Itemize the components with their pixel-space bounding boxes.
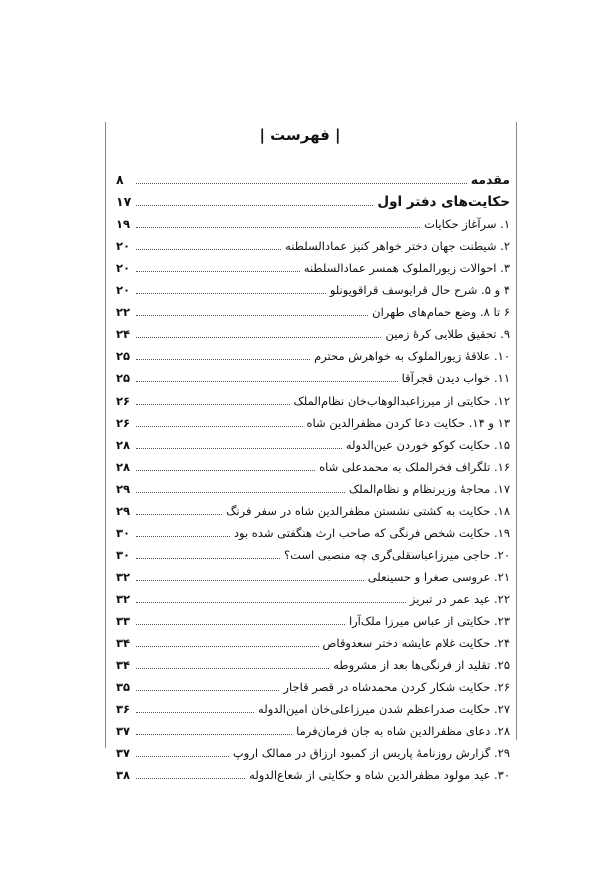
- toc-entry-title: ۳۰. عید مولود مظفرالدین شاه و حکایتی از شعاع‌الدوله: [249, 768, 510, 783]
- toc-entry: [116, 300, 510, 320]
- toc-entry-title: ۱۵. حکایت کوکو خوردن عین‌الدوله: [345, 437, 510, 452]
- dot-leader: [136, 755, 229, 757]
- dot-leader: [136, 667, 329, 669]
- toc-entry-title: ۱۲. حکایتی از میرزاعبدالوهاب‌خان نظام‌الملک: [293, 393, 510, 408]
- toc-entry: [116, 675, 510, 695]
- dot-leader: [136, 270, 300, 272]
- toc-entry: [116, 168, 510, 188]
- toc-entry-page: ۲۸: [116, 459, 131, 474]
- toc-entry-page: ۱۷: [116, 194, 132, 210]
- toc-entry: [116, 234, 510, 254]
- toc-entry-page: ۳۵: [116, 680, 131, 695]
- dot-leader: [136, 248, 281, 250]
- toc-entry-page: ۳۶: [116, 702, 131, 717]
- toc-entry-title: ۲۷. حکایت صدراعظم شدن میرزاعلی‌خان امین‌الدوله: [258, 702, 510, 717]
- toc-entry: [116, 763, 510, 783]
- toc-entry-page: ۳۷: [116, 724, 131, 739]
- toc-entry-title: ۱۳ و ۱۴. حکایت دعا کردن مظفرالدین شاه: [306, 415, 510, 430]
- dot-leader: [136, 469, 315, 471]
- toc-entry-title: ۲۵. تقلید از فرنگی‌ها بعد از مشروطه: [333, 658, 510, 673]
- toc-entry-page: ۳۸: [116, 768, 131, 783]
- toc-entry-title: ۲۸. دعای مظفرالدین شاه به جان فرمان‌فرما: [296, 724, 510, 739]
- dot-leader: [136, 314, 368, 316]
- toc-entry: [116, 190, 510, 210]
- toc-entry-page: ۲۰: [116, 283, 131, 298]
- toc-entry-page: ۱۹: [116, 217, 131, 232]
- toc-entry-title: ۱۸. حکایت به کشتی نشستن مظفرالدین شاه در سفر فرنگ: [226, 503, 510, 518]
- toc-entry-title: ۲۲. عید عمر در تبریز: [409, 591, 510, 606]
- toc-entry: [116, 741, 510, 761]
- toc-entry-page: ۳۷: [116, 746, 131, 761]
- toc-entry-page: ۲۶: [116, 415, 131, 430]
- dot-leader: [136, 623, 345, 625]
- right-rule: [516, 122, 517, 740]
- toc-entry-title: ۲۱. عروسی صغرا و حسینعلی: [367, 569, 510, 584]
- dot-leader: [136, 425, 303, 427]
- toc-entry-page: ۳۴: [116, 658, 131, 673]
- dot-leader: [136, 777, 245, 779]
- toc-entry: [116, 653, 510, 673]
- toc-entry-page: ۲۵: [116, 371, 131, 386]
- toc-entry-page: ۲۰: [116, 261, 131, 276]
- dot-leader: [136, 226, 420, 228]
- toc-entry-page: ۸: [116, 172, 124, 187]
- toc-entry-page: ۳۲: [116, 569, 131, 584]
- toc-entry: [116, 565, 510, 585]
- toc-entry-page: ۲۴: [116, 327, 131, 342]
- dot-leader: [136, 645, 319, 647]
- toc-entry-page: ۲۲: [116, 305, 131, 320]
- toc-entry: [116, 389, 510, 409]
- toc-entry: [116, 322, 510, 342]
- toc-entry-title: ۱۶. تلگراف فخرالملک به محمدعلی شاه: [319, 459, 510, 474]
- toc-entry-title: حکایت‌های دفتر اول: [377, 194, 510, 211]
- dot-leader: [136, 204, 373, 206]
- toc-entry-title: ۲۹. گزارش روزنامهٔ پاریس از کمبود ارزاق در ممالک اروپ: [232, 746, 510, 761]
- toc-entry-title: ۳. احوالات زیورالملوک همسر عمادالسلطنه: [303, 261, 510, 276]
- dot-leader: [136, 403, 290, 405]
- toc-entry-title: مقدمه: [470, 172, 510, 187]
- toc-entry: [116, 719, 510, 739]
- toc-entry: [116, 697, 510, 717]
- toc-entry-page: ۳۴: [116, 636, 131, 651]
- toc-entry: [116, 278, 510, 298]
- dot-leader: [136, 380, 398, 382]
- dot-leader: [136, 513, 222, 515]
- toc-entry: [116, 411, 510, 431]
- toc-entry-title: ۲. شیطنت جهان دختر خواهر کنیز عمادالسلطنه: [285, 239, 510, 254]
- toc-entry-title: ۱. سرآغاز حکایات: [424, 217, 510, 232]
- toc-entry: [116, 477, 510, 497]
- toc-entry-title: ۶ تا ۸. وضع حمام‌های طهران: [372, 305, 510, 320]
- toc-entry: [116, 344, 510, 364]
- dot-leader: [136, 491, 345, 493]
- toc-entry-title: ۱۰. علاقهٔ زیورالملوک به خواهرش محترم: [314, 349, 510, 364]
- toc-entry-title: ۲۴. حکایت غلام عایشه دختر سعدوقاص: [322, 636, 510, 651]
- toc-entry: [116, 366, 510, 386]
- dot-leader: [136, 535, 230, 537]
- toc-entry-title: ۱۷. محاجهٔ وزیرنظام و نظام‌الملک: [348, 481, 510, 496]
- toc-entry-title: ۱۱. خواب دیدن قجرآقا: [401, 371, 510, 386]
- toc-entry: [116, 499, 510, 519]
- toc-entry-page: ۳۰: [116, 525, 131, 540]
- toc-entry-page: ۳۳: [116, 614, 131, 628]
- dot-leader: [136, 689, 279, 691]
- toc-entry: [116, 631, 510, 651]
- toc-entry-title: ۲۶. حکایت شکار کردن محمدشاه در قصر قاجار: [283, 680, 510, 695]
- toc-entry-page: ۲۶: [116, 393, 131, 408]
- toc-entry-page: ۲۹: [116, 481, 131, 496]
- dot-leader: [136, 733, 292, 735]
- toc-entry-page: ۳۲: [116, 591, 131, 606]
- dot-leader: [136, 711, 254, 713]
- dot-leader: [136, 557, 280, 559]
- dot-leader: [136, 447, 342, 449]
- toc-entry-title: ۲۰. حاجی میرزاعباسقلی‌گری چه منصبی است؟: [284, 547, 510, 562]
- dot-leader: [136, 336, 381, 338]
- toc-entry-page: ۲۸: [116, 437, 131, 452]
- toc-entry: [116, 433, 510, 453]
- left-rule: [105, 122, 106, 748]
- toc-entry-title: ۴ و ۵. شرح حال قرایوسف قراقویونلو: [329, 283, 510, 298]
- dot-leader: [136, 601, 406, 603]
- toc-entry-title: ۱۹. حکایت شخص فرنگی که صاحب ارث هنگفتی شده بود: [233, 525, 510, 540]
- toc-entry-page: ۲۵: [116, 349, 131, 364]
- toc-entry-page: ۳۰: [116, 547, 131, 562]
- toc-entry: [116, 609, 510, 629]
- toc-entry-title: ۹. تحقیق طلایی کرهٔ زمین: [385, 327, 510, 342]
- toc-title: | فهرست |: [259, 126, 341, 144]
- toc-entry: [116, 455, 510, 475]
- dot-leader: [136, 358, 310, 360]
- dot-leader: [136, 182, 467, 184]
- toc-entry-title: ۲۳. حکایتی از عباس میرزا ملک‌آرا: [348, 614, 510, 628]
- toc-entry-page: ۲۹: [116, 503, 131, 518]
- dot-leader: [136, 292, 326, 294]
- toc-entry: [116, 212, 510, 232]
- toc-entry: [116, 543, 510, 563]
- toc-entry: [116, 587, 510, 607]
- toc-entry: [116, 256, 510, 276]
- toc-entry-page: ۲۰: [116, 239, 131, 254]
- dot-leader: [136, 579, 364, 581]
- toc-entry: [116, 521, 510, 541]
